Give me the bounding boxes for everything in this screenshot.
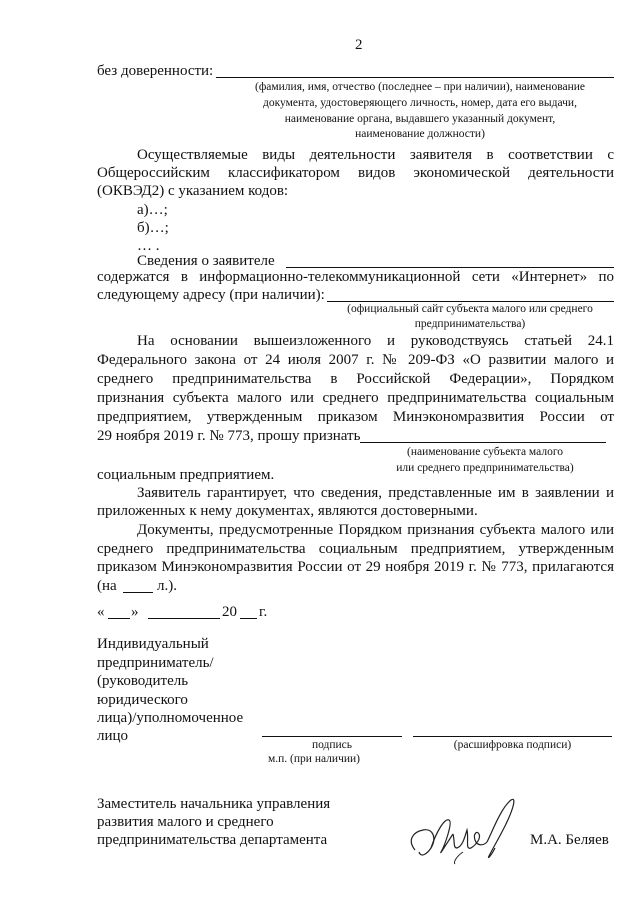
date-year-line[interactable] xyxy=(240,618,257,619)
entity-caption-1: (наименование субъекта малого xyxy=(406,446,564,458)
official-name: М.А. Беляев xyxy=(530,832,609,848)
poa-caption-1: (фамилия, имя, отчество (последнее – при наличии), наименование xyxy=(254,81,585,93)
info-line-3: следующему адресу (при наличии): xyxy=(97,287,325,303)
signer-line-6: лицо xyxy=(97,728,129,744)
guarantee-line-1: Заявитель гарантирует, что сведения, представленные им в заявлении и xyxy=(137,485,614,501)
poa-fill-line[interactable] xyxy=(216,77,614,78)
date-open-quote: « xyxy=(97,604,105,620)
docs-pages-open: (на xyxy=(97,578,117,594)
poa-caption-4: наименование должности) xyxy=(355,128,485,140)
basis-line-6: 29 ноября 2019 г. № 773, прошу признать xyxy=(97,428,361,444)
info-label: Сведения о заявителе xyxy=(137,253,275,269)
activities-line-1: Осуществляемые виды деятельности заявителя в соответствии с xyxy=(137,147,614,163)
website-caption-2: предпринимательства) xyxy=(414,318,526,330)
decoding-caption: (расшифровка подписи) xyxy=(453,739,572,751)
docs-line-3: приказом Минэкономразвития России от 29 ноября 2019 г. № 773, прилагаются xyxy=(97,559,614,575)
date-year-suffix: г. xyxy=(259,604,268,620)
docs-line-1: Документы, предусмотренные Порядком признания субъекта малого или xyxy=(137,522,614,538)
page-number: 2 xyxy=(355,37,363,53)
date-day-line[interactable] xyxy=(108,618,130,619)
official-line-3: предпринимательства департамента xyxy=(97,832,328,848)
activities-line-2: Общероссийским классификатором видов экономической деятельности xyxy=(97,165,614,181)
guarantee-line-2: приложенных к нему документах, являются достоверными. xyxy=(97,503,478,519)
official-line-1: Заместитель начальника управления xyxy=(97,796,331,812)
basis-line-3: среднего предпринимательства в Российской Федерации», Порядком xyxy=(97,371,614,387)
date-year-prefix: 20 xyxy=(222,604,237,620)
without-poa-label: без доверенности: xyxy=(97,63,214,79)
signer-line-1: Индивидуальный xyxy=(97,636,209,652)
basis-after: социальным предприятием. xyxy=(97,467,275,483)
signer-line-3: (руководитель xyxy=(97,673,189,689)
entity-caption-2: или среднего предпринимательства) xyxy=(396,462,574,474)
activities-line-3: (ОКВЭД2) с указанием кодов: xyxy=(97,183,289,199)
date-month-line[interactable] xyxy=(148,618,220,619)
basis-line-1: На основании вышеизложенного и руководствуясь статьей 24.1 xyxy=(137,333,614,349)
docs-line-2: среднего предпринимательства социальным предприятием, утвержденным xyxy=(97,541,614,557)
handwritten-signature xyxy=(393,790,533,870)
seal-caption: м.п. (при наличии) xyxy=(268,753,360,765)
website-caption-1: (официальный сайт субъекта малого или среднего xyxy=(347,303,593,315)
poa-caption-2: документа, удостоверяющего личность, номер, дата его выдачи, xyxy=(263,97,577,109)
decoding-line[interactable] xyxy=(413,736,612,737)
signer-line-4: юридического xyxy=(97,692,188,708)
activity-item-etc: … . xyxy=(137,238,160,254)
date-close-quote: » xyxy=(131,604,139,620)
info-line-2: содержатся в информационно-телекоммуникационной сети «Интернет» по xyxy=(97,269,614,285)
entity-fill-line[interactable] xyxy=(360,442,606,443)
basis-line-2: Федерального закона от 24 июля 2007 г. № 209-ФЗ «О развитии малого и xyxy=(97,352,614,368)
activity-item-b: б)…; xyxy=(137,220,169,236)
basis-line-4: признания субъекта малого или среднего предпринимательства социальным xyxy=(97,390,614,406)
pages-count-line[interactable] xyxy=(123,592,153,593)
activity-item-a: а)…; xyxy=(137,202,168,218)
signer-line-2: предприниматель/ xyxy=(97,655,214,671)
signature-line[interactable] xyxy=(262,736,402,737)
official-line-2: развития малого и среднего xyxy=(97,814,274,830)
signature-caption: подпись xyxy=(311,739,353,751)
signer-line-5: лица)/уполномоченное xyxy=(97,710,244,726)
basis-line-5: предприятием, утвержденным приказом Минэкономразвития России от xyxy=(97,409,614,425)
docs-pages-close: л.). xyxy=(157,578,177,594)
poa-caption-3: наименование органа, выдавшего указанный документ, xyxy=(284,113,556,125)
